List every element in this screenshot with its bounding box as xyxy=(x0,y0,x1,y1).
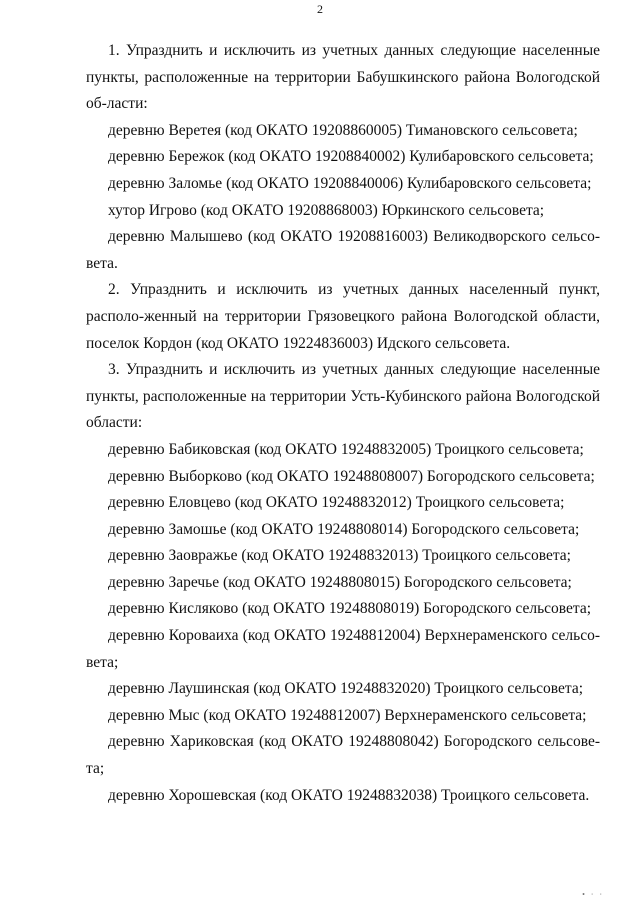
document-body xyxy=(86,38,600,809)
page-number: 2 xyxy=(317,2,323,16)
scan-mark-icon: • ‧ ‧ xyxy=(582,890,604,899)
settlement-item: деревню Малышево (код ОКАТО 19208816003) Великодворского сельсо-вета. xyxy=(86,228,600,272)
section-3-intro: 3. Упразднить и исключить из учетных данных следующие населенные пункты, расположенные на территории Усть-Кубинского района Вологодской области: xyxy=(86,361,600,432)
settlement-item: деревню Выборково (код ОКАТО 19248808007) Богородского сельсовета; xyxy=(108,467,595,485)
settlement-item: деревню Коровaиха (код ОКАТО 19248812004) Верхнераменского сельсо-вета; xyxy=(86,627,600,671)
settlement-item: деревню Хариковская (код ОКАТО 19248808042) Богородского сельсове-та; xyxy=(86,733,600,778)
settlement-item: деревню Еловцево (код ОКАТО 19248832012) Троицкого сельсовета; xyxy=(108,494,565,512)
settlement-item: деревню Кисляково (код ОКАТО 19248808019) Богородского сельсовета; xyxy=(108,600,592,618)
settlement-item: деревню Бабиковская (код ОКАТО 19248832005) Троицкого сельсовета; xyxy=(108,440,584,458)
section-1-intro: 1. Упразднить и исключить из учетных данных следующие населенные пункты, расположенные на территории Бабушкинского района Вологодской об-ласти: xyxy=(86,42,600,113)
settlement-item: хутор Игрово (код ОКАТО 19208868003) Юркинского сельсовета; xyxy=(108,201,545,219)
settlement-item: деревню Заломье (код ОКАТО 19208840006) Кулибаровского сельсовета; xyxy=(108,174,592,192)
settlement-item: деревню Заовражье (код ОКАТО 19248832013) Троицкого сельсовета; xyxy=(108,547,571,565)
settlement-item: деревню Веретея (код ОКАТО 19208860005) Тимановского сельсовета; xyxy=(108,121,578,139)
settlement-item: деревню Хорошевская (код ОКАТО 19248832038) Троицкого сельсовета. xyxy=(108,786,590,804)
settlement-item: деревню Лаушинская (код ОКАТО 19248832020) Троицкого сельсовета; xyxy=(108,680,584,698)
settlement-item: деревню Мыс (код ОКАТО 19248812007) Верхнераменского сельсовета; xyxy=(108,706,587,724)
settlement-item: деревню Заречье (код ОКАТО 19248808015) Богородского сельсовета; xyxy=(108,573,572,591)
settlement-item: деревню Бережок (код ОКАТО 19208840002) Кулибаровского сельсовета; xyxy=(108,148,594,166)
section-2-intro: 2. Упразднить и исключить из учетных данных населенный пункт, располо-женный на территории Грязовецкого района Вологодской области, поселок Кордон (код ОКАТО 19224836003) Идского сельсовета. xyxy=(86,281,600,352)
settlement-item: деревню Замошье (код ОКАТО 19248808014) Богородского сельсовета; xyxy=(108,520,580,538)
